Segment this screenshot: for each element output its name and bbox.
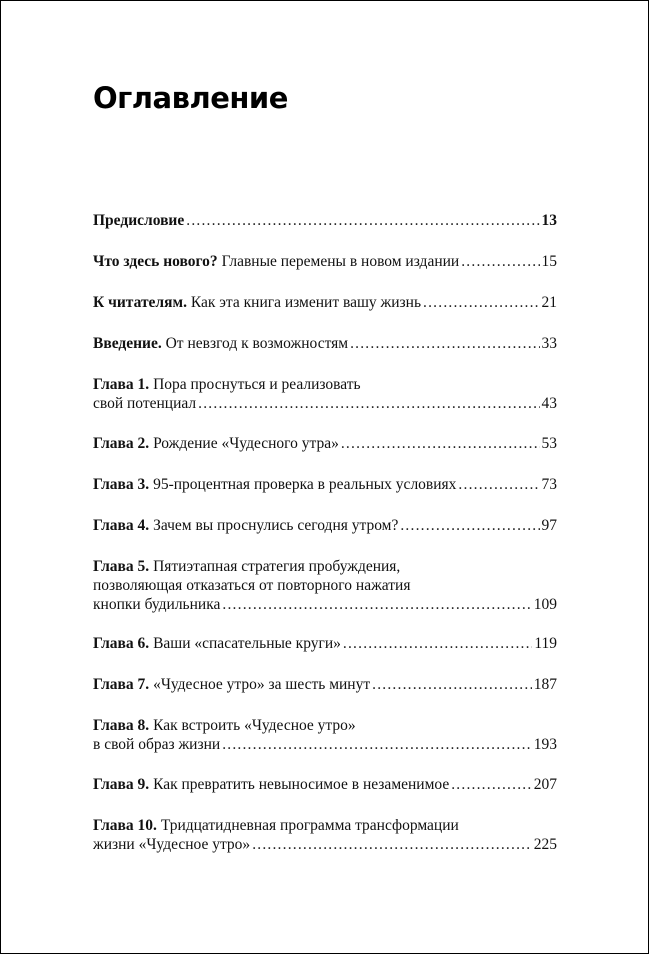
toc-entry-last-line	[93, 293, 557, 312]
toc-page-number: 21	[541, 294, 557, 311]
toc-page-number: 225	[533, 836, 557, 853]
toc-entry-text	[93, 595, 220, 614]
toc-entry-last-line	[93, 835, 557, 854]
toc-entry-text	[93, 334, 348, 353]
toc-entry-title: в свой образ жизни	[93, 736, 221, 753]
dot-leader	[423, 293, 539, 312]
toc-entry-last-line	[93, 434, 557, 453]
dot-leader	[372, 675, 532, 694]
toc-entry[interactable]	[93, 434, 557, 453]
toc-page-number: 119	[534, 635, 557, 652]
toc-entry-last-line	[93, 735, 557, 754]
toc-entry-label: Глава 4.	[93, 517, 150, 534]
toc-entry-text	[93, 211, 184, 230]
toc-entry-title: Главные перемены в новом издании	[217, 253, 460, 270]
toc-page-number: 53	[541, 435, 557, 452]
toc-entry-last-line	[93, 675, 557, 694]
toc-entry-text: Тридцатидневная программа трансформации	[156, 817, 459, 834]
toc-entry-title: 95-процентная проверка в реальных условиях	[149, 476, 457, 493]
toc-entry-label: Глава 3.	[93, 476, 150, 493]
toc-page-number: 193	[533, 736, 557, 753]
dot-leader	[461, 252, 539, 271]
toc-entry-text	[93, 293, 421, 312]
toc-entry[interactable]	[93, 211, 557, 230]
toc-entry-title: «Чудесное утро» за шесть минут	[149, 676, 371, 693]
toc-entry-title: кнопки будильника	[93, 596, 221, 613]
dot-leader	[252, 835, 532, 854]
toc-entry-title: Ваши «спасательные круги»	[149, 635, 341, 652]
dot-leader	[222, 595, 531, 614]
toc-entry-text	[93, 735, 220, 754]
toc-entry-last-line	[93, 394, 557, 413]
dot-leader	[186, 211, 539, 230]
toc-entry-title: Рождение «Чудесного утра»	[149, 435, 339, 452]
toc-entry-text	[93, 475, 456, 494]
toc-entry-label: Глава 5.	[93, 558, 150, 575]
toc-page-number: 33	[541, 335, 557, 352]
toc-entry[interactable]	[93, 293, 557, 312]
dot-leader	[341, 434, 540, 453]
toc-entry-label: К читателям.	[93, 294, 187, 311]
toc-entry-label: Что здесь нового?	[93, 253, 218, 270]
toc-entry-line	[93, 816, 557, 835]
toc-entry-text: Как встроить «Чудесное утро»	[149, 717, 356, 734]
toc-entry-last-line	[93, 475, 557, 494]
toc-entry-title: Как эта книга изменит вашу жизнь	[186, 294, 422, 311]
toc-entry[interactable]	[93, 252, 557, 271]
toc-entry-title: Зачем вы проснулись сегодня утром?	[149, 517, 399, 534]
toc-page-number: 187	[533, 676, 557, 693]
dot-leader	[222, 735, 532, 754]
toc-entry-title: свой потенциал	[93, 395, 197, 412]
toc-entry[interactable]	[93, 516, 557, 535]
toc-entry-text: позволяющая отказаться от повторного нажатия	[93, 577, 411, 594]
toc-entry-label: Глава 6.	[93, 635, 150, 652]
toc-entry[interactable]	[93, 816, 557, 854]
toc-page-number: 207	[533, 776, 557, 793]
toc-entry-text	[93, 394, 196, 413]
toc-entry-text	[93, 434, 339, 453]
toc-page-number: 15	[541, 253, 557, 270]
toc-entry-last-line	[93, 334, 557, 353]
toc-entry-text	[93, 775, 449, 794]
toc-entry-last-line	[93, 252, 557, 271]
toc-entry-label: Предисловие	[93, 212, 185, 229]
toc-entry[interactable]	[93, 716, 557, 754]
dot-leader	[350, 334, 539, 353]
toc-entry-text	[93, 252, 459, 271]
dot-leader	[458, 475, 539, 494]
dot-leader	[343, 634, 532, 653]
toc-page-number: 73	[541, 476, 557, 493]
toc-entry-label: Глава 2.	[93, 435, 150, 452]
toc-entry[interactable]	[93, 557, 557, 614]
toc-entry-text: Пятиэтапная стратегия пробуждения,	[149, 558, 401, 575]
toc-entry-line	[93, 557, 557, 576]
dot-leader	[400, 516, 539, 535]
toc-entry-last-line	[93, 634, 557, 653]
dot-leader	[451, 775, 532, 794]
toc-entry[interactable]	[93, 375, 557, 413]
toc-entry-last-line	[93, 775, 557, 794]
toc-page-number: 97	[541, 517, 557, 534]
toc-entry-text: Пора проснуться и реализовать	[149, 376, 361, 393]
toc-entry-line	[93, 716, 557, 735]
toc-entry-label: Глава 10.	[93, 817, 157, 834]
toc-entry-line	[93, 375, 557, 394]
toc-page-number: 13	[541, 212, 557, 229]
toc-page-number: 109	[533, 596, 557, 613]
toc-entry-title: жизни «Чудесное утро»	[93, 836, 251, 853]
dot-leader	[198, 394, 539, 413]
toc-entry-label: Глава 8.	[93, 717, 150, 734]
toc-entry-text	[93, 516, 398, 535]
toc-entry-text	[93, 835, 250, 854]
toc-entry-text	[93, 634, 341, 653]
toc-entry[interactable]	[93, 475, 557, 494]
toc-entry-title: Как превратить невыносимое в незаменимое	[149, 776, 450, 793]
page-title: Оглавление	[93, 81, 288, 115]
toc-entry-label: Введение.	[93, 335, 162, 352]
toc-entry[interactable]	[93, 334, 557, 353]
toc-entry-label: Глава 1.	[93, 376, 150, 393]
toc-entry-label: Глава 9.	[93, 776, 150, 793]
toc-entry-last-line	[93, 516, 557, 535]
toc-entry-label: Глава 7.	[93, 676, 150, 693]
toc-entry-title: От невзгод к возможностям	[161, 335, 349, 352]
toc-entry-last-line	[93, 211, 557, 230]
toc-page-number: 43	[541, 395, 557, 412]
toc-entry-line	[93, 576, 557, 595]
toc-entry[interactable]	[93, 775, 557, 794]
toc-entry-text	[93, 675, 370, 694]
toc-entry-last-line	[93, 595, 557, 614]
toc-entry[interactable]	[93, 675, 557, 694]
toc-entry[interactable]	[93, 634, 557, 653]
